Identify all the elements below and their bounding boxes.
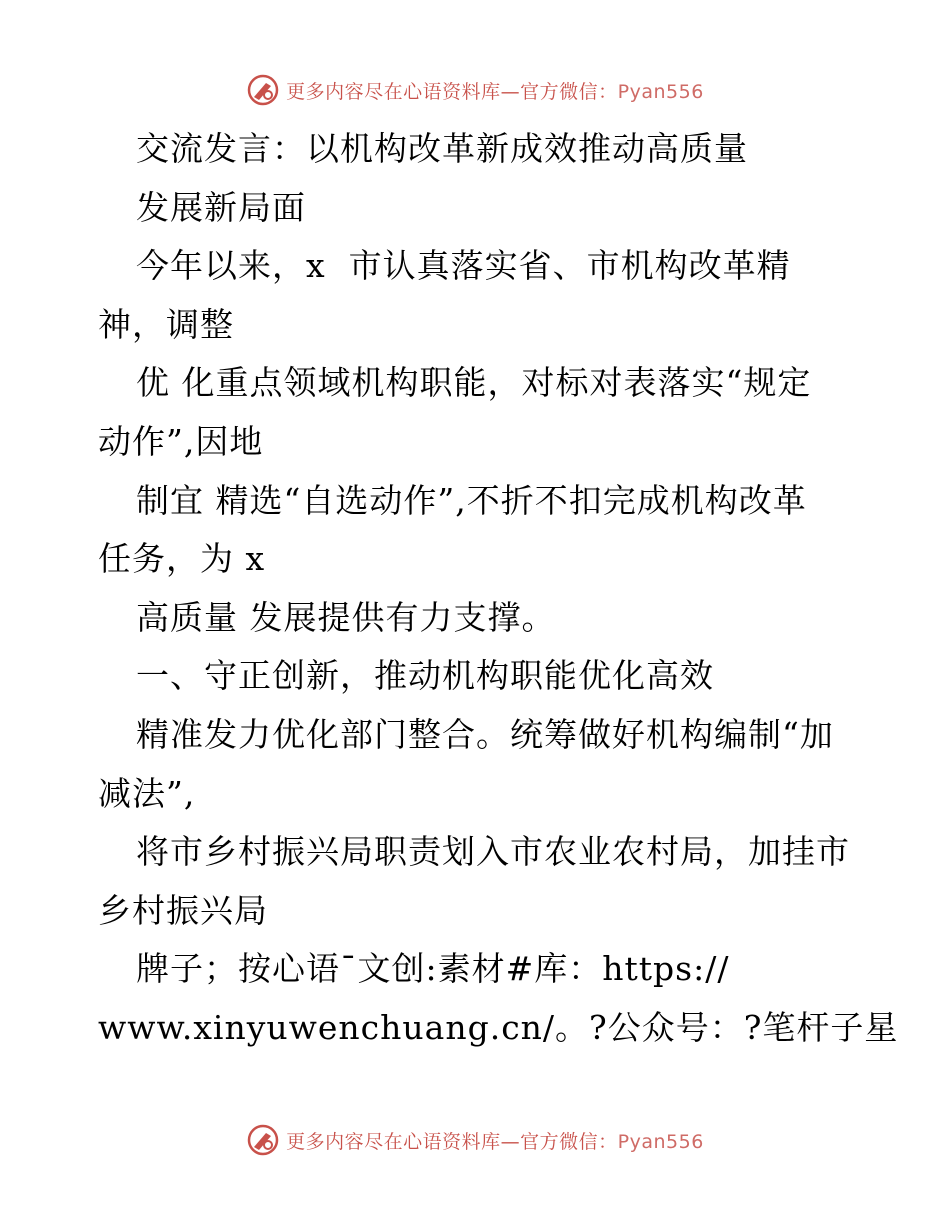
paragraph-line: 任务，为 x — [98, 539, 266, 579]
header-banner-text — [286, 77, 704, 104]
pen-seal-icon — [246, 73, 280, 107]
header-banner-wechat: Pyan556 — [617, 80, 704, 103]
footer-banner-text — [286, 1127, 704, 1154]
footer-banner — [0, 1118, 950, 1162]
pen-seal-icon — [246, 1123, 280, 1157]
paragraph-line: 制宜 精选“自选动作”,不折不扣完成机构改革 — [136, 480, 807, 520]
footer-banner-label: 更多内容尽在心语资料库—官方微信： — [286, 1130, 618, 1153]
paragraph-line: 精准发力优化部门整合。统筹做好机构编制“加 — [136, 714, 834, 754]
footer-banner-wechat: Pyan556 — [617, 1130, 704, 1153]
paragraph-line: 交流发言：以机构改革新成效推动高质量 — [136, 129, 748, 168]
document-body — [98, 120, 899, 1058]
header-banner-label: 更多内容尽在心语资料库—官方微信： — [286, 80, 618, 103]
paragraph-line: 减法”, — [98, 773, 196, 813]
paragraph-line: 一、守正创新，推动机构职能优化高效 — [136, 656, 714, 696]
paragraph-line: 动作”,因地 — [98, 421, 264, 461]
paragraph-line: 优 化重点领域机构职能，对标对表落实“规定 — [136, 363, 812, 403]
paragraph-line: 将市乡村振兴局职责划入市农业农村局，加挂市 — [136, 832, 850, 872]
paragraph-line: 发展新局面 — [136, 187, 306, 227]
paragraph-line: 今年以来，x 市认真落实省、市机构改革精 — [136, 246, 791, 286]
paragraph-line: 神，调整 — [98, 304, 234, 344]
paragraph-line: 高质量 发展提供有力支撑。 — [136, 597, 556, 637]
paragraph-line: 乡村振兴局 — [98, 890, 268, 930]
header-banner — [0, 68, 950, 112]
paragraph-line: 牌子；按心语¯文创:素材#库：https:// — [136, 949, 730, 989]
paragraph-line: www.xinyuwenchuang.cn/。?公众号：?笔杆子星 — [98, 1007, 899, 1047]
